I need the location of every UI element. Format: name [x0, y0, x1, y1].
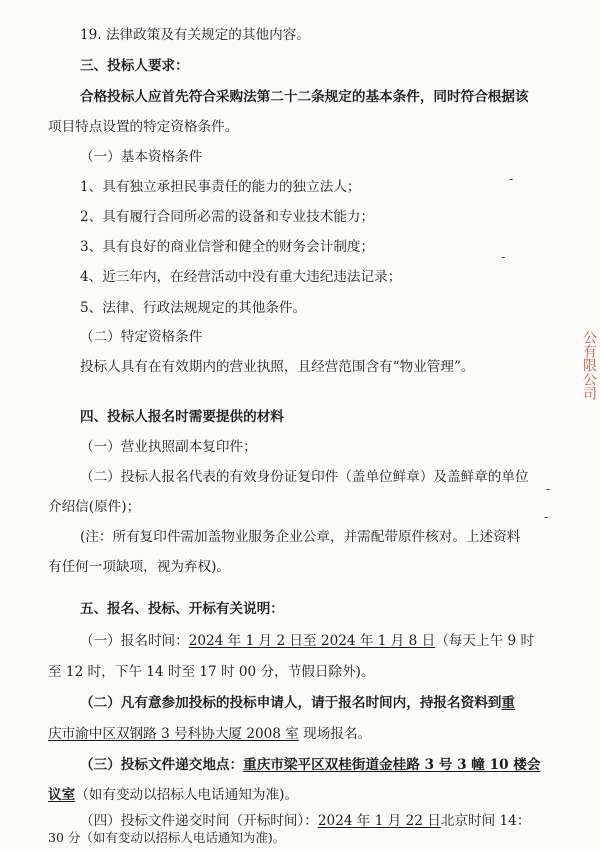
- list-item: 1、具有独立承担民事责任的能力的独立法人；: [80, 179, 361, 195]
- scan-mark: -: [509, 172, 514, 187]
- submission-address: 重庆市梁平区双桂街道金桂路 3 号 3 幢 10 楼会: [243, 757, 541, 773]
- text: （二）凡有意参加投标的投标申请人，请于报名时间内，持报名资料到: [80, 695, 502, 711]
- label: （四）投标文件递交时间（开标时间）：: [80, 813, 318, 829]
- text-line: 介绍信(原件)；: [48, 499, 141, 515]
- scan-mark: -: [544, 510, 549, 525]
- subsection-heading: （一）基本资格条件: [80, 149, 203, 165]
- text-line: [80, 632, 534, 650]
- list-item: 5、法律、行政法规规定的其他条件。: [80, 300, 307, 316]
- text-line: 至 12 时，下午 14 时至 17 时 00 分，节假日除外)。: [48, 664, 375, 680]
- label: （三）投标文件递交地点：: [80, 757, 244, 773]
- note-line: (注：所有复印件需加盖物业服务企业公章，并需配带原件核对。上述资料: [80, 529, 521, 545]
- note-line: 有任何一项缺项，视为弃权)。: [48, 559, 231, 575]
- text-line: [48, 725, 371, 743]
- section-heading: 三、投标人要求：: [80, 58, 189, 74]
- text-line: [80, 812, 530, 830]
- company-seal: [568, 330, 596, 450]
- scan-mark: -: [546, 482, 551, 497]
- list-item: 3、具有良好的商业信誉和健全的财务会计制度；: [80, 239, 375, 255]
- text: （如有变动以招标人电话通知为准)。: [75, 787, 298, 803]
- registration-address: 重: [501, 695, 515, 711]
- label: （一）报名时间：: [80, 633, 189, 649]
- section-heading: 四、投标人报名时需要提供的材料: [80, 409, 284, 425]
- list-item: （一）营业执照副本复印件；: [80, 439, 257, 455]
- submission-address: 议室: [48, 787, 76, 803]
- subsection-heading: （二）特定资格条件: [80, 329, 203, 345]
- text-line: [80, 694, 515, 712]
- text-line: 投标人具有在有效期内的营业执照，且经营范围含有“物业管理”。: [80, 359, 475, 375]
- text: （每天上午 9 时: [435, 633, 535, 649]
- registration-period: 2024 年 1 月 2 日至 2024 年 1 月 8 日: [188, 633, 436, 649]
- scan-mark: -: [501, 250, 506, 265]
- text-line: 项目特点设置的特定资格条件。: [48, 119, 239, 135]
- seal-text: 公有限公司: [581, 330, 597, 400]
- text-line: [48, 786, 298, 804]
- text: 现场报名。: [298, 726, 372, 742]
- text-line: 合格投标人应首先符合采购法第二十二条规定的基本条件，同时符合根据该: [80, 89, 529, 105]
- registration-address: 庆市渝中区双钢路 3 号科协大厦 2008 室: [48, 726, 299, 742]
- text-line: 30 分（如有变动以招标人电话通知为准)。: [48, 830, 286, 845]
- submission-date: 2024 年 1 月 22 日: [317, 813, 441, 829]
- list-item: 4、近三年内，在经营活动中没有重大违纪违法记录；: [80, 269, 402, 285]
- section-heading: 五、报名、投标、开标有关说明：: [80, 601, 284, 617]
- list-item: 2、具有履行合同所必需的设备和专业技术能力；: [80, 209, 375, 225]
- text-line: [80, 756, 540, 774]
- text-line: 19. 法律政策及有关规定的其他内容。: [80, 27, 310, 43]
- text: 北京时间 14：: [440, 813, 531, 829]
- list-item: （二）投标人报名代表的有效身份证复印件（盖单位鲜章）及盖鲜章的单位: [80, 469, 529, 485]
